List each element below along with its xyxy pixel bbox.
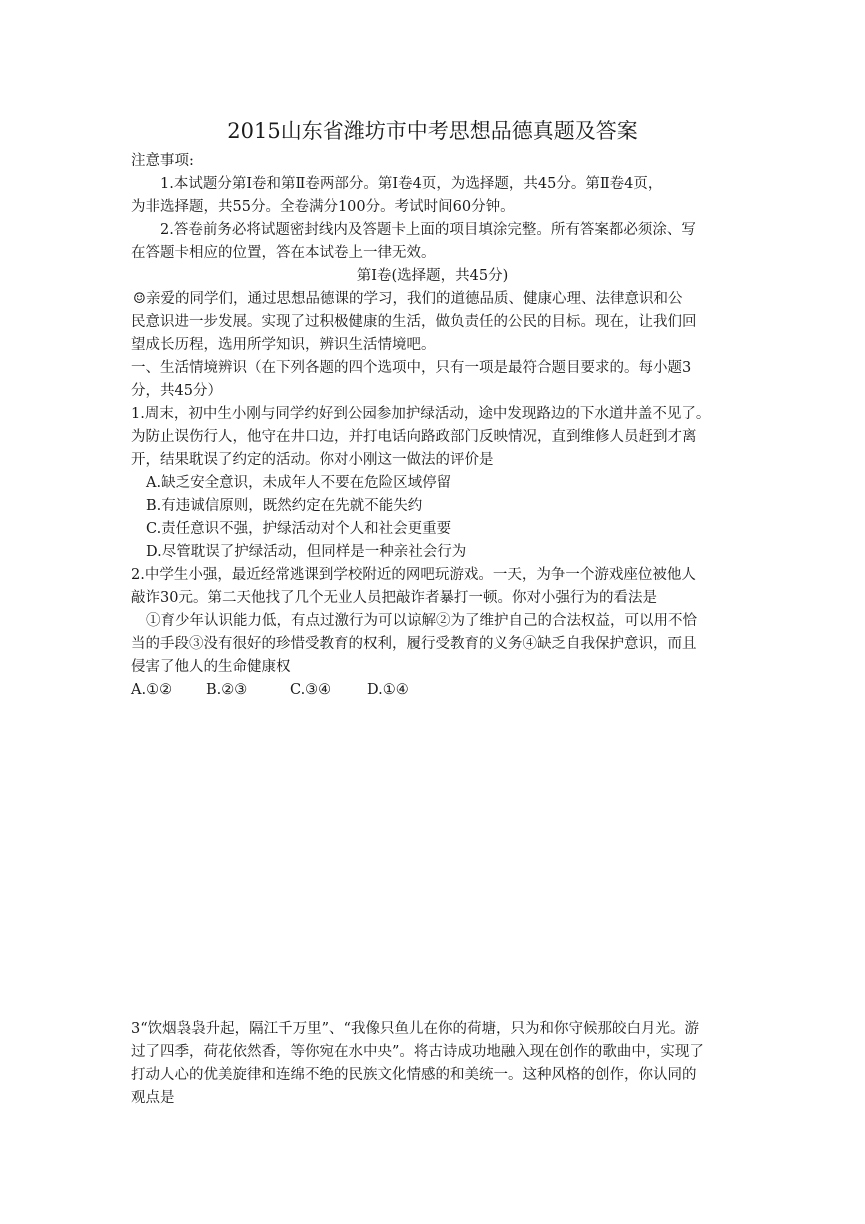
q2-option-a: A.①②: [131, 682, 173, 698]
q1-option-c: C.责任意识不强，护绿活动对个人和社会更重要: [146, 521, 452, 537]
notice-item-1: 1.本试题分第Ⅰ卷和第Ⅱ卷两部分。第Ⅰ卷4页，为选择题，共45分。第Ⅱ卷4页，: [160, 176, 663, 192]
part-heading-cont: 分，共45分）: [131, 383, 222, 399]
q2-statements-3: 侵害了他人的生命健康权: [131, 659, 291, 675]
q2-stem-2: 敲诈30元。第二天他找了几个无业人员把敲诈者暴打一顿。你对小强行为的看法是: [131, 590, 657, 606]
notice-item-1-cont: 为非选择题，共55分。全卷满分100分。考试时间60分钟。: [131, 199, 515, 215]
notice-item-2-cont: 在答题卡相应的位置，答在本试卷上一律无效。: [131, 245, 436, 261]
q2-stem-1: 2.中学生小强，最近经常逃课到学校附近的网吧玩游戏。一天，为争一个游戏座位被他人: [131, 567, 696, 583]
page-title: 2015山东省潍坊市中考思想品德真题及答案: [227, 119, 638, 143]
notice-heading: 注意事项:: [131, 153, 194, 169]
q3-stem-2: 过了四季，荷花依然香，等你宛在水中央”。将古诗成功地融入现在创作的歌曲中，实现了: [131, 1044, 704, 1060]
q2-option-b: B.②③: [206, 682, 248, 698]
q1-option-b: B.有违诚信原则，既然约定在先就不能失约: [146, 498, 423, 514]
q3-stem-3: 打动人心的优美旋律和连绵不绝的民族文化情感的和美统一。这种风格的创作，你认同的: [131, 1067, 697, 1083]
q1-option-a: A.缺乏安全意识，未成年人不要在危险区域停留: [146, 475, 452, 491]
q3-stem-1: 3“饮烟袅袅升起，隔江千万里”、“我像只鱼儿在你的荷塘，只为和你守候那皎白月光。游: [131, 1021, 699, 1037]
q2-statements-1: ①育少年认识能力低，有点过激行为可以谅解②为了维护自己的合法权益，可以用不恰: [146, 613, 697, 629]
q1-stem-3: 开，结果耽误了约定的活动。你对小刚这一做法的评价是: [131, 452, 494, 468]
part-heading: 一、生活情境辨识（在下列各题的四个选项中，只有一项是最符合题目要求的。每小题3: [131, 360, 692, 376]
intro-text-1: ☺亲爱的同学们，通过思想品德课的学习，我们的道德品质、健康心理、法律意识和公: [133, 291, 683, 307]
q1-stem-1: 1.周末，初中生小刚与同学约好到公园参加护绿活动，途中发现路边的下水道井盖不见了。: [131, 406, 711, 422]
section-heading: 第Ⅰ卷(选择题，共45分): [356, 268, 509, 284]
notice-item-2: 2.答卷前务必将试题密封线内及答题卡上面的项目填涂完整。所有答案都必须涂、写: [160, 222, 696, 238]
q2-statements-2: 当的手段③没有很好的珍惜受教育的权利，履行受教育的义务④缺乏自我保护意识，而且: [131, 636, 697, 652]
intro-text-2: 民意识进一步发展。实现了过积极健康的生活，做负责任的公民的目标。现在，让我们回: [131, 314, 697, 330]
q1-stem-2: 为防止误伤行人，他守在井口边，并打电话向路政部门反映情况，直到维修人员赶到才离: [131, 429, 697, 445]
q2-option-d: D.①④: [367, 682, 409, 698]
q2-option-c: C.③④: [290, 682, 332, 698]
q2-options: [131, 679, 409, 701]
q1-option-d: D.尽管耽误了护绿活动，但同样是一种亲社会行为: [146, 544, 467, 560]
intro-text-3: 望成长历程，选用所学知识，辨识生活情境吧。: [131, 337, 436, 353]
q3-stem-4: 观点是: [131, 1090, 175, 1106]
